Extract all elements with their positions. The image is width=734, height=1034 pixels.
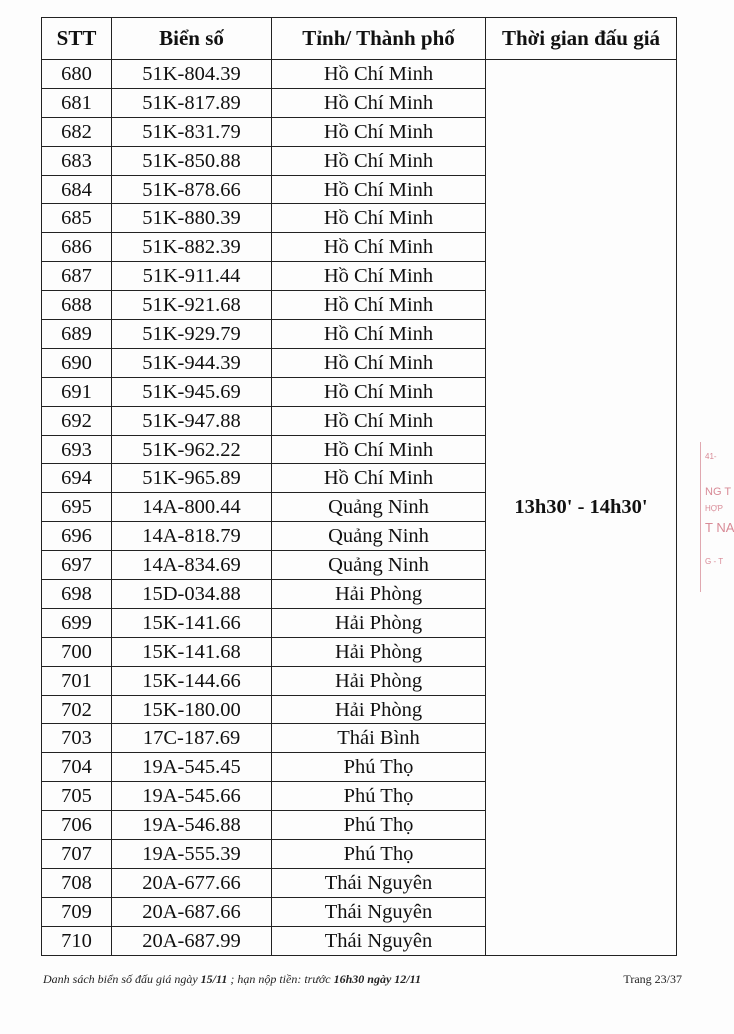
cell-stt: 701 <box>42 666 112 695</box>
cell-province: Thái Nguyên <box>272 868 486 897</box>
header-row <box>42 18 677 60</box>
cell-stt: 690 <box>42 348 112 377</box>
cell-stt: 710 <box>42 926 112 955</box>
cell-province: Phú Thọ <box>272 782 486 811</box>
cell-stt: 680 <box>42 60 112 89</box>
cell-stt: 684 <box>42 175 112 204</box>
cell-plate: 51K-911.44 <box>112 262 272 291</box>
cell-plate: 20A-687.99 <box>112 926 272 955</box>
cell-stt: 683 <box>42 146 112 175</box>
cell-plate: 17C-187.69 <box>112 724 272 753</box>
cell-stt: 695 <box>42 493 112 522</box>
cell-stt: 687 <box>42 262 112 291</box>
cell-province: Quảng Ninh <box>272 522 486 551</box>
red-stamp-fragment <box>700 442 734 592</box>
cell-plate: 51K-965.89 <box>112 464 272 493</box>
cell-province: Hồ Chí Minh <box>272 406 486 435</box>
cell-province: Hồ Chí Minh <box>272 117 486 146</box>
cell-plate: 51K-831.79 <box>112 117 272 146</box>
cell-plate: 51K-817.89 <box>112 88 272 117</box>
cell-province: Hồ Chí Minh <box>272 88 486 117</box>
cell-plate: 51K-921.68 <box>112 291 272 320</box>
cell-plate: 51K-947.88 <box>112 406 272 435</box>
cell-stt: 694 <box>42 464 112 493</box>
footer-note <box>43 972 421 987</box>
cell-plate: 20A-677.66 <box>112 868 272 897</box>
cell-province: Thái Nguyên <box>272 897 486 926</box>
cell-stt: 706 <box>42 811 112 840</box>
cell-plate: 15K-141.66 <box>112 608 272 637</box>
cell-stt: 682 <box>42 117 112 146</box>
header-stt: STT <box>42 18 112 60</box>
cell-plate: 51K-878.66 <box>112 175 272 204</box>
cell-stt: 681 <box>42 88 112 117</box>
cell-stt: 700 <box>42 637 112 666</box>
stamp-line-4: T NA <box>705 520 734 535</box>
cell-province: Hồ Chí Minh <box>272 320 486 349</box>
cell-plate: 19A-545.66 <box>112 782 272 811</box>
cell-plate: 51K-929.79 <box>112 320 272 349</box>
cell-plate: 14A-818.79 <box>112 522 272 551</box>
cell-plate: 15D-034.88 <box>112 580 272 609</box>
cell-province: Hồ Chí Minh <box>272 60 486 89</box>
cell-plate: 15K-180.00 <box>112 695 272 724</box>
cell-stt: 692 <box>42 406 112 435</box>
cell-plate: 19A-555.39 <box>112 840 272 869</box>
footer-text-1: Danh sách biển số đấu giá ngày <box>43 972 201 986</box>
table-row <box>42 60 677 89</box>
cell-plate: 15K-144.66 <box>112 666 272 695</box>
cell-province: Hồ Chí Minh <box>272 146 486 175</box>
cell-auction-time: 13h30' - 14h30' <box>486 60 677 956</box>
cell-stt: 685 <box>42 204 112 233</box>
cell-stt: 696 <box>42 522 112 551</box>
cell-province: Hải Phòng <box>272 608 486 637</box>
cell-stt: 697 <box>42 551 112 580</box>
cell-plate: 19A-545.45 <box>112 753 272 782</box>
cell-province: Phú Thọ <box>272 753 486 782</box>
footer-date: 15/11 <box>200 972 228 986</box>
cell-province: Hồ Chí Minh <box>272 204 486 233</box>
header-plate: Biển số <box>112 18 272 60</box>
cell-plate: 20A-687.66 <box>112 897 272 926</box>
footer-text-2: ; hạn nộp tiền: trước <box>227 972 334 986</box>
cell-province: Quảng Ninh <box>272 493 486 522</box>
cell-stt: 686 <box>42 233 112 262</box>
cell-plate: 51K-945.69 <box>112 377 272 406</box>
cell-stt: 704 <box>42 753 112 782</box>
cell-plate: 51K-880.39 <box>112 204 272 233</box>
cell-plate: 14A-800.44 <box>112 493 272 522</box>
cell-province: Quảng Ninh <box>272 551 486 580</box>
stamp-line-5: G - T <box>705 557 724 566</box>
cell-stt: 691 <box>42 377 112 406</box>
cell-province: Phú Thọ <box>272 811 486 840</box>
cell-plate: 51K-850.88 <box>112 146 272 175</box>
cell-province: Hồ Chí Minh <box>272 377 486 406</box>
cell-stt: 709 <box>42 897 112 926</box>
cell-province: Hồ Chí Minh <box>272 291 486 320</box>
header-province: Tỉnh/ Thành phố <box>272 18 486 60</box>
cell-plate: 19A-546.88 <box>112 811 272 840</box>
cell-stt: 705 <box>42 782 112 811</box>
cell-province: Hồ Chí Minh <box>272 175 486 204</box>
cell-plate: 51K-944.39 <box>112 348 272 377</box>
cell-province: Hồ Chí Minh <box>272 233 486 262</box>
cell-plate: 51K-804.39 <box>112 60 272 89</box>
cell-province: Hồ Chí Minh <box>272 464 486 493</box>
cell-stt: 688 <box>42 291 112 320</box>
cell-province: Hồ Chí Minh <box>272 435 486 464</box>
plate-auction-table <box>41 17 677 956</box>
cell-stt: 689 <box>42 320 112 349</box>
cell-province: Hồ Chí Minh <box>272 262 486 291</box>
cell-province: Thái Bình <box>272 724 486 753</box>
cell-plate: 14A-834.69 <box>112 551 272 580</box>
cell-stt: 693 <box>42 435 112 464</box>
header-auction-time: Thời gian đấu giá <box>486 18 677 60</box>
cell-province: Hải Phòng <box>272 580 486 609</box>
cell-province: Hải Phòng <box>272 637 486 666</box>
cell-province: Hải Phòng <box>272 695 486 724</box>
cell-stt: 698 <box>42 580 112 609</box>
cell-stt: 699 <box>42 608 112 637</box>
cell-province: Phú Thọ <box>272 840 486 869</box>
stamp-line-1: 41- <box>705 452 717 461</box>
page-number: Trang 23/37 <box>623 972 682 986</box>
cell-province: Hồ Chí Minh <box>272 348 486 377</box>
stamp-line-2: NG T <box>705 486 732 498</box>
stamp-line-3: HỢP <box>705 504 723 513</box>
cell-plate: 15K-141.68 <box>112 637 272 666</box>
cell-stt: 703 <box>42 724 112 753</box>
cell-plate: 51K-882.39 <box>112 233 272 262</box>
cell-stt: 702 <box>42 695 112 724</box>
cell-stt: 708 <box>42 868 112 897</box>
footer-deadline: 16h30 ngày 12/11 <box>333 972 421 986</box>
cell-plate: 51K-962.22 <box>112 435 272 464</box>
cell-province: Thái Nguyên <box>272 926 486 955</box>
cell-province: Hải Phòng <box>272 666 486 695</box>
cell-stt: 707 <box>42 840 112 869</box>
